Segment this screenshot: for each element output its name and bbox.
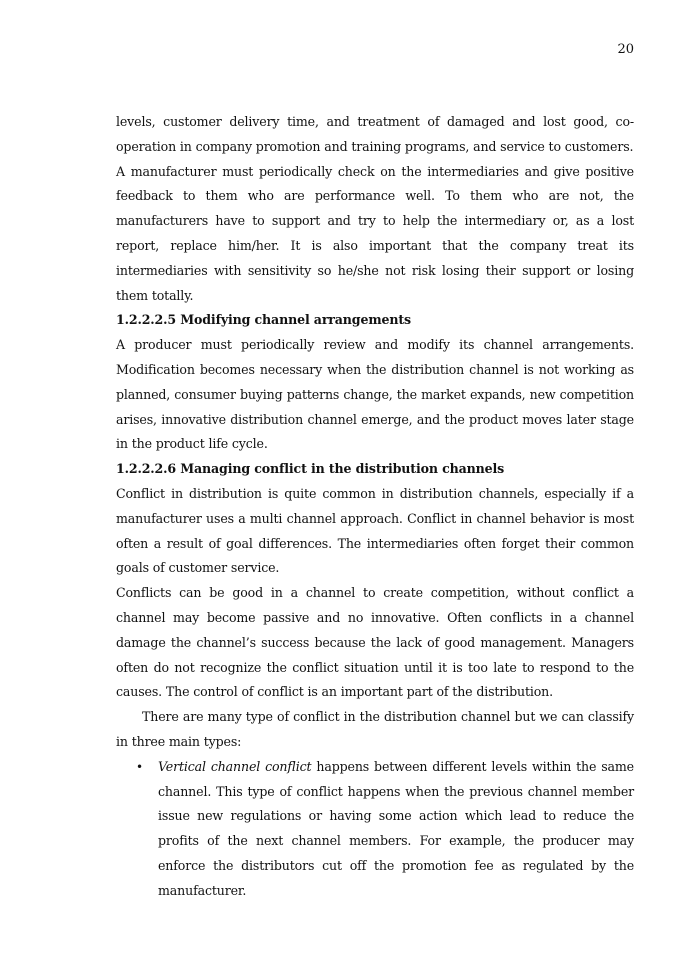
paragraph: Conflicts can be good in a channel to create competition, without conflict a channel may become passive and no innovative. Often conflicts in a channel damage the channel’s success because the lack of good management. Managers often do not recognize the conflict situation until it is too late to respond to the causes. The control of conflict is an important part of the distribution. xyxy=(116,585,634,700)
paragraph: Conflict in distribution is quite common in distribution channels, especially if a manufacturer uses a multi channel approach. Conflict in channel behavior is most often a result of goal differences. The intermediaries often forget their common goals of customer service. xyxy=(116,485,634,576)
section-heading: 1.2.2.2.6 Managing conflict in the distribution channels xyxy=(116,461,505,477)
paragraph: levels, customer delivery time, and treatment of damaged and lost good, co-operation in company promotion and training programs, and service to customers. xyxy=(116,114,634,154)
paragraph: There are many type of conflict in the distribution channel but we can classify in three main types: xyxy=(116,709,634,749)
paragraph: A producer must periodically review and modify its channel arrangements. Modification becomes necessary when the distribution channel is not working as planned, consumer buying patterns change, the market expands, new competition arises, innovative distribution channel emerge, and the product moves later stage in the product life cycle. xyxy=(116,337,634,452)
page-number: 20 xyxy=(617,42,634,57)
paragraph: A manufacturer must periodically check on the intermediaries and give positive feedback to them who are performance well. To them who are not, the manufacturers have to support and try to help the intermediary or, as a lost report, replace him/her. It is also important that the company treat its intermediaries with sensitivity so he/she not risk losing their support or losing them totally. xyxy=(116,163,634,303)
list-item-term: Vertical channel conflict xyxy=(158,758,312,774)
list-item-text: happens between different levels within the same channel. This type of conflict happens when the previous channel member issue new regulations or having some action which lead to reduce the profits of the next channel members. For example, the producer may enforce the distributors cut off the promotion fee as regulated by the manufacturer. xyxy=(158,758,634,898)
document-body xyxy=(116,110,634,904)
bullet-icon: • xyxy=(136,759,143,774)
section-heading: 1.2.2.2.5 Modifying channel arrangements xyxy=(116,312,411,328)
list-item xyxy=(116,755,634,904)
bullet-list xyxy=(116,755,634,904)
